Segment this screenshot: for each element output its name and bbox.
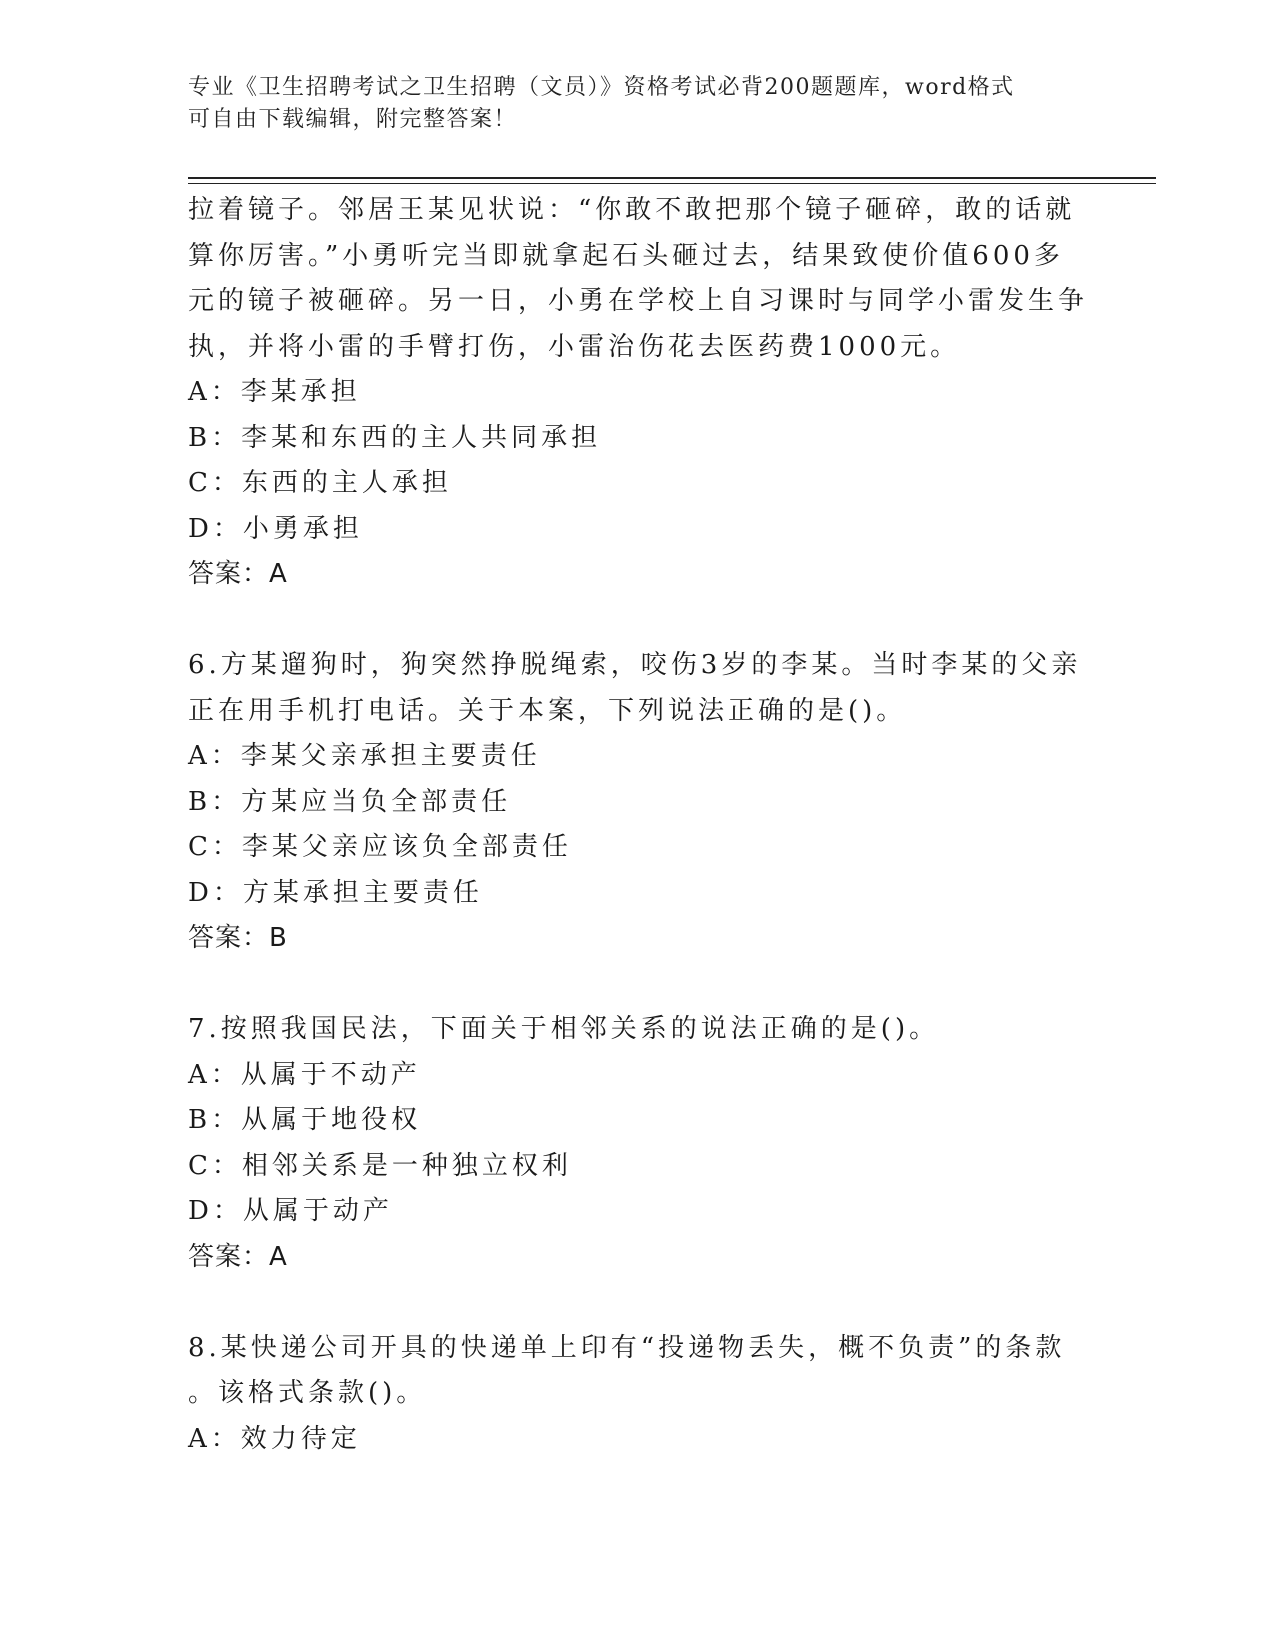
header-title-line-2: 可自由下载编辑，附完整答案！ — [188, 107, 518, 132]
answer-label: 答案：B — [188, 923, 288, 953]
header-divider-thick — [188, 177, 1156, 179]
question-stem-line: 拉着镜子。邻居王某见状说：“你敢不敢把那个镜子砸碎，敢的话就 — [188, 195, 1076, 225]
question-6 — [188, 643, 1082, 962]
question-stem-line: 。该格式条款()。 — [188, 1378, 427, 1408]
option-d: D：小勇承担 — [188, 513, 363, 544]
document-body — [188, 188, 1089, 1462]
option-c: C：东西的主人承担 — [188, 468, 452, 498]
option-a: A：李某父亲承担主要责任 — [188, 741, 541, 771]
header-divider-thin — [188, 183, 1156, 184]
question-7 — [188, 1007, 1068, 1280]
question-stem-line: 算你厉害。”小勇听完当即就拿起石头砸过去，结果致使价值600多 — [188, 240, 1064, 271]
question-stem-line: 正在用手机打电话。关于本案，下列说法正确的是()。 — [188, 695, 907, 726]
question-stem-line: 元的镜子被砸碎。另一日，小勇在学校上自习课时与同学小雷发生争 — [188, 286, 1089, 316]
answer-label: 答案：A — [188, 1241, 288, 1272]
question-stem-line: 8.某快递公司开具的快递单上印有“投递物丢失，概不负责”的条款 — [188, 1332, 1066, 1363]
answer-label: 答案：A — [188, 559, 288, 589]
option-b: B：方某应当负全部责任 — [188, 786, 512, 817]
option-a: A：从属于不动产 — [188, 1059, 421, 1090]
document-header — [188, 72, 1068, 136]
spacer — [188, 1280, 1068, 1326]
option-d: D：从属于动产 — [188, 1196, 393, 1226]
question-stem-line: 7.按照我国民法，下面关于相邻关系的说法正确的是()。 — [188, 1014, 940, 1044]
question-5 — [188, 188, 1089, 598]
spacer — [188, 962, 1068, 1008]
question-8 — [188, 1326, 1068, 1463]
option-a: A：效力待定 — [188, 1423, 361, 1454]
spacer — [188, 598, 1068, 644]
option-b: B：李某和东西的主人共同承担 — [188, 422, 602, 453]
question-stem-line: 6.方某遛狗时，狗突然挣脱绳索，咬伤3岁的李某。当时李某的父亲 — [188, 650, 1082, 680]
header-title-line-1: 专业《卫生招聘考试之卫生招聘（文员）》资格考试必背200题题库，word格式 — [188, 75, 1015, 100]
option-d: D：方某承担主要责任 — [188, 877, 483, 908]
option-a: A：李某承担 — [188, 377, 361, 407]
option-c: C：李某父亲应该负全部责任 — [188, 832, 572, 862]
question-stem-line: 执，并将小雷的手臂打伤，小雷治伤花去医药费1000元。 — [188, 331, 961, 362]
option-b: B：从属于地役权 — [188, 1105, 422, 1135]
option-c: C：相邻关系是一种独立权利 — [188, 1150, 572, 1181]
